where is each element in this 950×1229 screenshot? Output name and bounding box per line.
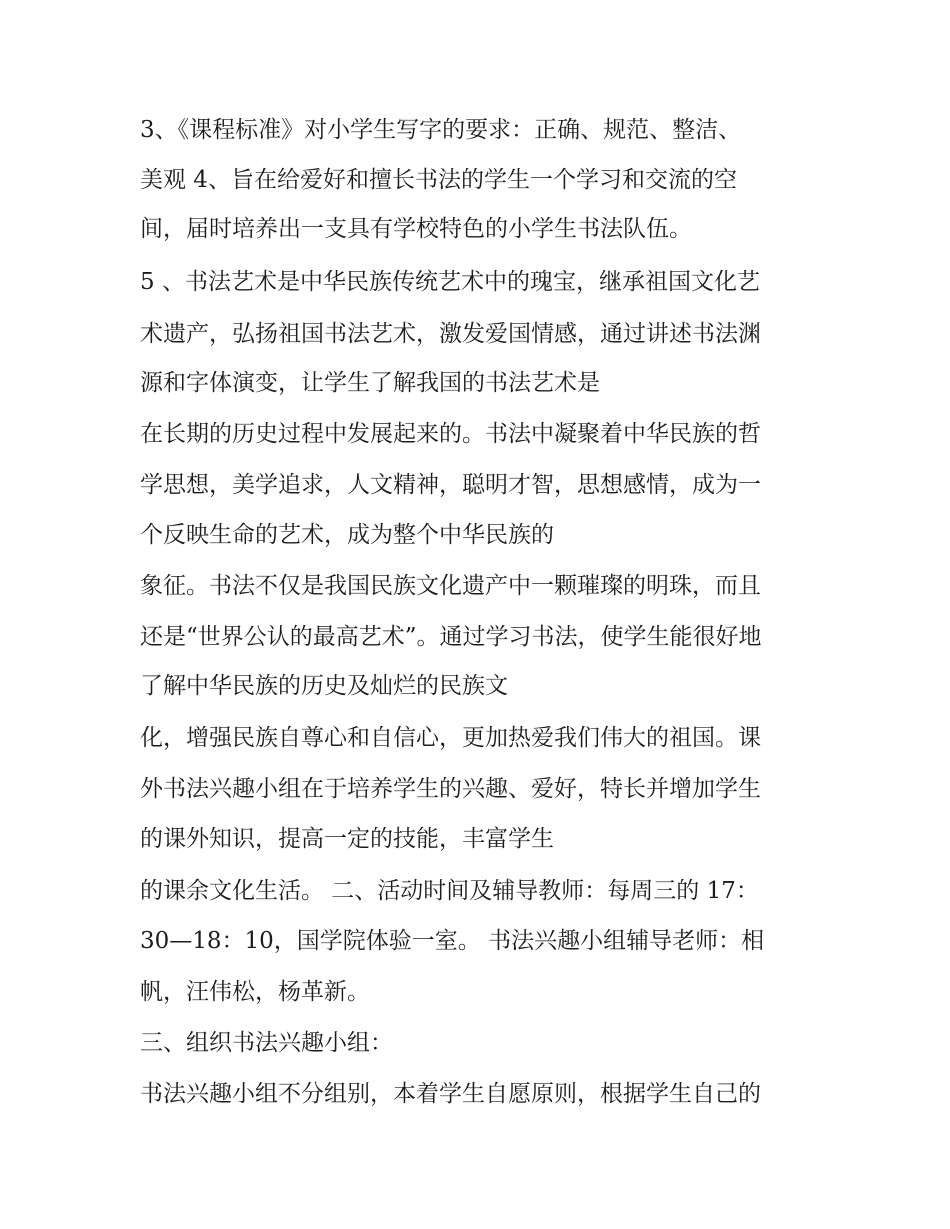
text-line: 学思想，美学追求，人文精神，聪明才智，思想感情，成为一 [140,472,761,498]
text-line: 3、《课程标准》对小学生写字的要求：正确、规范、整洁、 [140,117,742,143]
text-line: 的课余文化生活。 二、活动时间及辅导教师：每周三的 17： [140,878,759,904]
text-line: 外书法兴趣小组在于培养学生的兴趣、爱好，特长并增加学生 [140,776,761,802]
text-line: 5 、书法艺术是中华民族传统艺术中的瑰宝，继承祖国文化艺 [140,269,760,295]
text-line: 书法兴趣小组不分组别，本着学生自愿原则，根据学生自己的 [140,1081,761,1107]
text-line: 30—18：10，国学院体验一室。 书法兴趣小组辅导老师：相 [140,928,765,954]
text-line: 帆，汪伟松，杨革新。 [140,979,370,1005]
text-line: 的课外知识，提高一定的技能，丰富学生 [140,826,554,852]
text-line: 还是“世界公认的最高艺术”。通过学习书法，使学生能很好地 [140,624,762,650]
text-line: 在长期的历史过程中发展起来的。书法中凝聚着中华民族的哲 [140,421,761,447]
text-line: 个反映生命的艺术，成为整个中华民族的 [140,522,554,548]
text-line: 象征。书法不仅是我国民族文化遗产中一颗璀璨的明珠，而且 [140,573,761,599]
text-line: 化，增强民族自尊心和自信心，更加热爱我们伟大的祖国。课 [140,725,761,751]
text-line: 源和字体演变，让学生了解我国的书法艺术是 [140,370,600,396]
section-heading: 三、组织书法兴趣小组： [140,1030,393,1056]
text-line: 术遗产，弘扬祖国书法艺术，激发爱国情感，通过讲述书法渊 [140,321,761,347]
text-line: 间，届时培养出一支具有学校特色的小学生书法队伍。 [140,216,692,242]
text-line: 美观 4、旨在给爱好和擅长书法的学生一个学习和交流的空 [140,167,737,193]
text-line: 了解中华民族的历史及灿烂的民族文 [140,673,508,699]
